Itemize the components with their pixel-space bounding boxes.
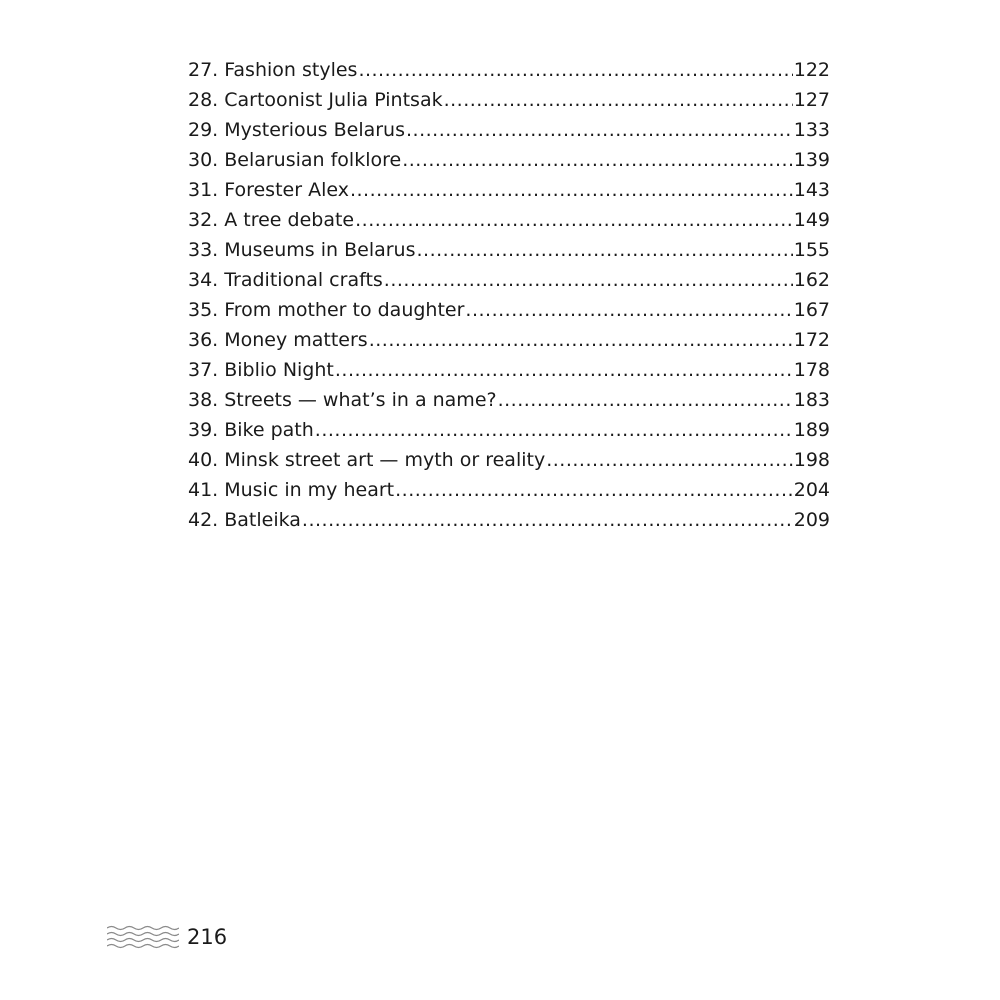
entry-number: 39. [188, 419, 219, 441]
entry-number: 30. [188, 149, 219, 171]
entry-title: Belarusian folklore [224, 149, 402, 171]
entry-title: Mysterious Belarus [224, 119, 405, 141]
toc-entry[interactable] [188, 385, 830, 415]
entry-number: 32. [188, 209, 219, 231]
entry-number: 36. [188, 329, 219, 351]
toc-entry[interactable] [188, 85, 830, 115]
entry-number: 42. [188, 509, 219, 531]
dot-leader [350, 175, 793, 205]
toc-entry[interactable] [188, 415, 830, 445]
dot-leader [395, 475, 793, 505]
entry-title: Museums in Belarus [224, 239, 416, 261]
entry-page-number: 133 [793, 119, 830, 141]
entry-title: A tree debate [224, 209, 355, 231]
entry-title: Batleika [224, 509, 301, 531]
toc-entry[interactable] [188, 475, 830, 505]
page-number: 216 [187, 925, 228, 949]
toc-entry[interactable] [188, 325, 830, 355]
dot-leader [355, 205, 793, 235]
toc-entry[interactable] [188, 235, 830, 265]
entry-number: 40. [188, 449, 219, 471]
entry-title: From mother to daughter [224, 299, 465, 321]
entry-number: 31. [188, 179, 219, 201]
dot-leader [406, 115, 793, 145]
entry-page-number: 183 [793, 389, 830, 411]
entry-number: 35. [188, 299, 219, 321]
entry-page-number: 198 [793, 449, 830, 471]
entry-title: Music in my heart [224, 479, 395, 501]
toc-entry[interactable] [188, 145, 830, 175]
entry-title: Cartoonist Julia Pintsak [224, 89, 443, 111]
table-of-contents [188, 55, 830, 535]
dot-leader [384, 265, 793, 295]
entry-number: 28. [188, 89, 219, 111]
entry-number: 27. [188, 59, 219, 81]
entry-page-number: 204 [793, 479, 830, 501]
dot-leader [465, 295, 792, 325]
dot-leader [335, 355, 793, 385]
dot-leader [417, 235, 793, 265]
toc-entry[interactable] [188, 505, 830, 535]
entry-title: Forester Alex [224, 179, 349, 201]
toc-entry[interactable] [188, 205, 830, 235]
dot-leader [369, 325, 793, 355]
dot-leader [444, 85, 793, 115]
dot-leader [358, 55, 792, 85]
entry-page-number: 149 [793, 209, 830, 231]
entry-title: Minsk street art — myth or reality [224, 449, 546, 471]
entry-page-number: 155 [793, 239, 830, 261]
dot-leader [315, 415, 793, 445]
entry-page-number: 178 [793, 359, 830, 381]
entry-number: 33. [188, 239, 219, 261]
entry-title: Traditional crafts [224, 269, 383, 291]
entry-page-number: 167 [793, 299, 830, 321]
dot-leader [302, 505, 793, 535]
entry-title: Bike path [224, 419, 314, 441]
toc-entry[interactable] [188, 355, 830, 385]
entry-page-number: 122 [793, 59, 830, 81]
entry-page-number: 139 [793, 149, 830, 171]
entry-page-number: 172 [793, 329, 830, 351]
toc-entry[interactable] [188, 295, 830, 325]
page-footer [107, 921, 227, 953]
dot-leader [402, 145, 793, 175]
toc-entry[interactable] [188, 445, 830, 475]
entry-title: Fashion styles [224, 59, 358, 81]
entry-title: Money matters [224, 329, 368, 351]
toc-entry[interactable] [188, 55, 830, 85]
entry-number: 29. [188, 119, 219, 141]
entry-number: 38. [188, 389, 219, 411]
entry-title: Biblio Night [224, 359, 334, 381]
toc-entry[interactable] [188, 175, 830, 205]
entry-page-number: 127 [793, 89, 830, 111]
entry-number: 37. [188, 359, 219, 381]
entry-number: 34. [188, 269, 219, 291]
toc-entry[interactable] [188, 265, 830, 295]
entry-page-number: 189 [793, 419, 830, 441]
wave-icon [107, 924, 179, 950]
entry-page-number: 209 [793, 509, 830, 531]
dot-leader [546, 445, 793, 475]
dot-leader [498, 385, 793, 415]
entry-page-number: 143 [793, 179, 830, 201]
entry-page-number: 162 [793, 269, 830, 291]
entry-title: Streets — what’s in a name? [224, 389, 497, 411]
entry-number: 41. [188, 479, 219, 501]
toc-entry[interactable] [188, 115, 830, 145]
